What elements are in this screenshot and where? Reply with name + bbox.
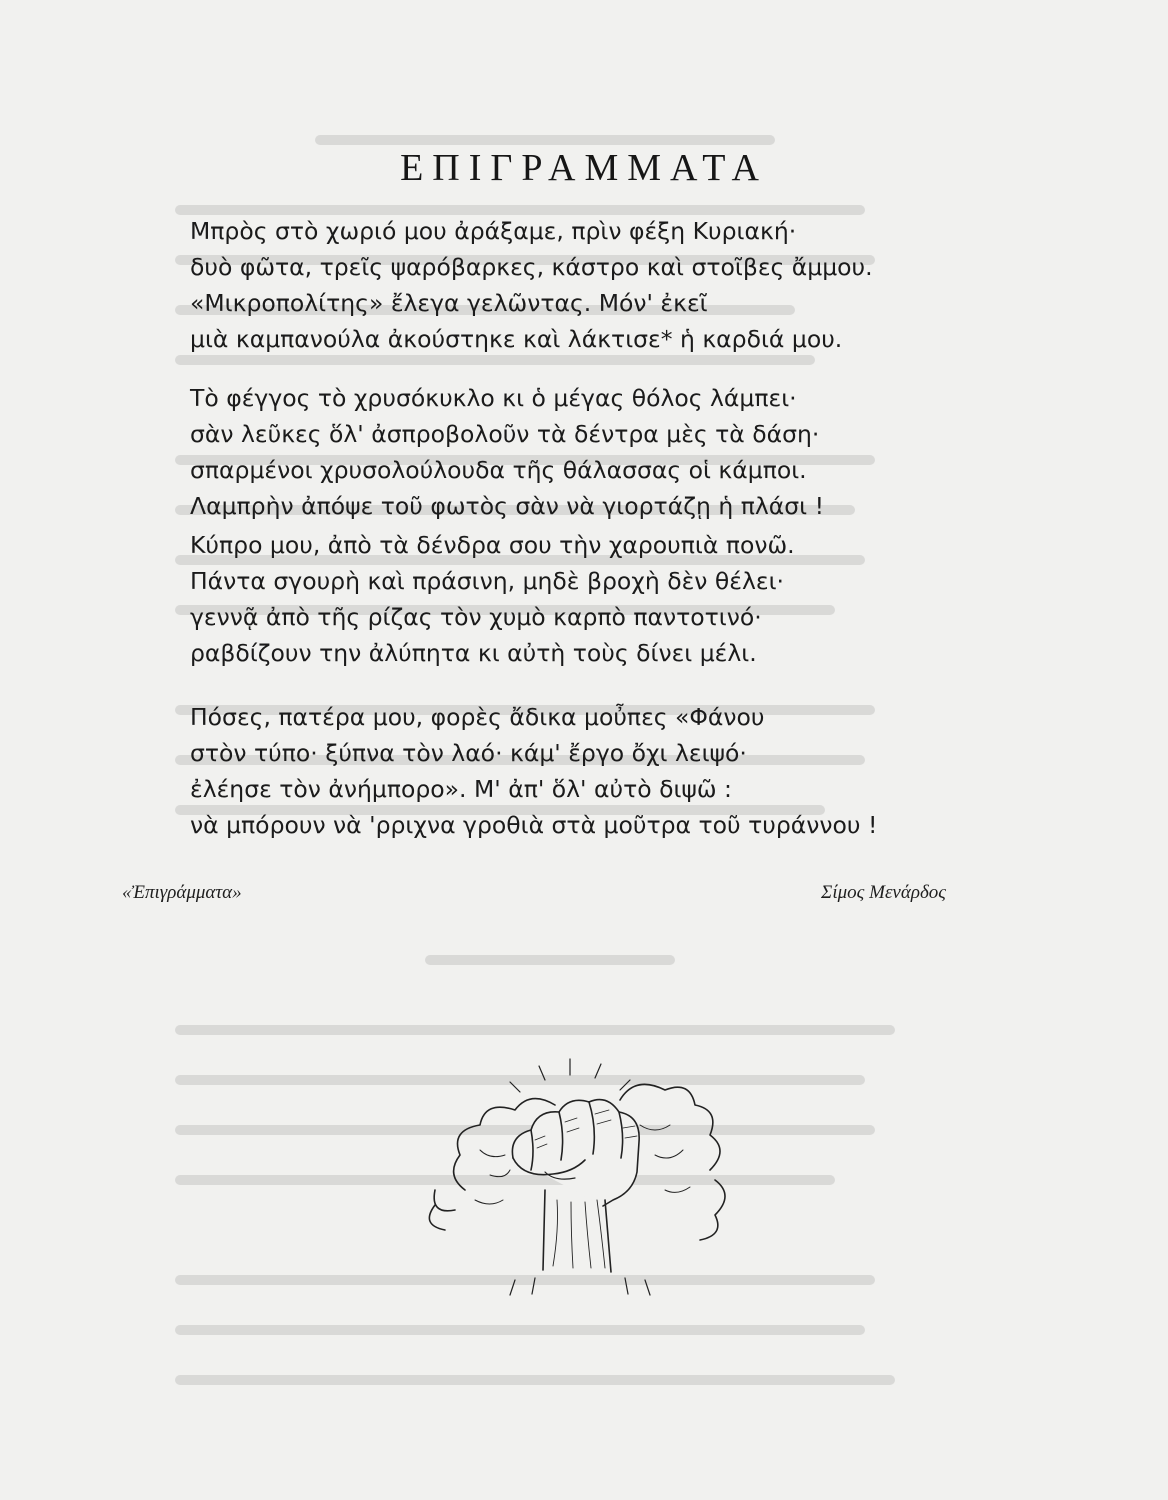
source-citation: «Ἐπιγράμματα»: [122, 882, 242, 903]
poem-line: γεννᾷ ἀπὸ τῆς ρίζας τὸν χυμὸ καρπὸ παντοτινό·: [190, 603, 762, 631]
page-title: ΕΠΙΓΡΑΜΜΑΤΑ: [400, 147, 768, 189]
poem-line: Πόσες, πατέρα μου, φορὲς ἄδικα μοὖπες «Φάνου: [190, 703, 765, 731]
raised-fist-illustration: [395, 1040, 745, 1300]
stanza: [190, 699, 990, 843]
stanza: [190, 213, 990, 357]
stanza: [190, 527, 990, 671]
poem-line: Κύπρο μου, ἀπὸ τὰ δένδρα σου τὴν χαρουπιὰ πονῶ.: [190, 531, 795, 559]
poem-line: Πάντα σγουρὴ καὶ πράσινη, μηδὲ βροχὴ δὲν θέλει·: [190, 567, 784, 595]
poem-line: ἐλέησε τὸν ἀνήμπορο». Μ' ἀπ' ὅλ' αὐτὸ διψῶ :: [190, 775, 732, 803]
poem-line: «Μικροπολίτης» ἔλεγα γελῶντας. Μόν' ἐκεῖ: [190, 289, 708, 317]
poem-line: στὸν τύπο· ξύπνα τὸν λαό· κάμ' ἔργο ὄχι λειψό·: [190, 739, 747, 767]
poem-line: ραβδίζουν την ἀλύπητα κι αὐτὴ τοὺς δίνει μέλι.: [190, 639, 757, 667]
poem-line: δυὸ φῶτα, τρεῖς ψαρόβαρκες, κάστρο καὶ στοῖβες ἄμμου.: [190, 253, 873, 281]
poem-line: Λαμπρὴν ἀπόψε τοῦ φωτὸς σὰν νὰ γιορτάζῃ ἡ πλάσι !: [190, 492, 824, 520]
poem-line: μιὰ καμπανούλα ἀκούστηκε καὶ λάκτισε* ἡ καρδιά μου.: [190, 325, 843, 353]
poem-line: Μπρὸς στὸ χωριό μου ἀράξαμε, πρὶν φέξη Κυριακή·: [190, 217, 797, 245]
author-name: Σίμος Μενάρδος: [821, 882, 946, 903]
poem-line: σὰν λεῦκες ὅλ' ἀσπροβολοῦν τὰ δέντρα μὲς τὰ δάση·: [190, 420, 820, 448]
poem-body: [190, 213, 990, 866]
poem-line: νὰ μπόρουν νὰ 'ρριχνα γροθιὰ στὰ μοῦτρα τοῦ τυράννου !: [190, 811, 878, 839]
poem-line: Τὸ φέγγος τὸ χρυσόκυκλο κι ὁ μέγας θόλος λάμπει·: [190, 384, 797, 412]
poem-line: σπαρμένοι χρυσολούλουδα τῆς θάλασσας οἱ κάμποι.: [190, 456, 807, 484]
stanza: [190, 380, 990, 524]
